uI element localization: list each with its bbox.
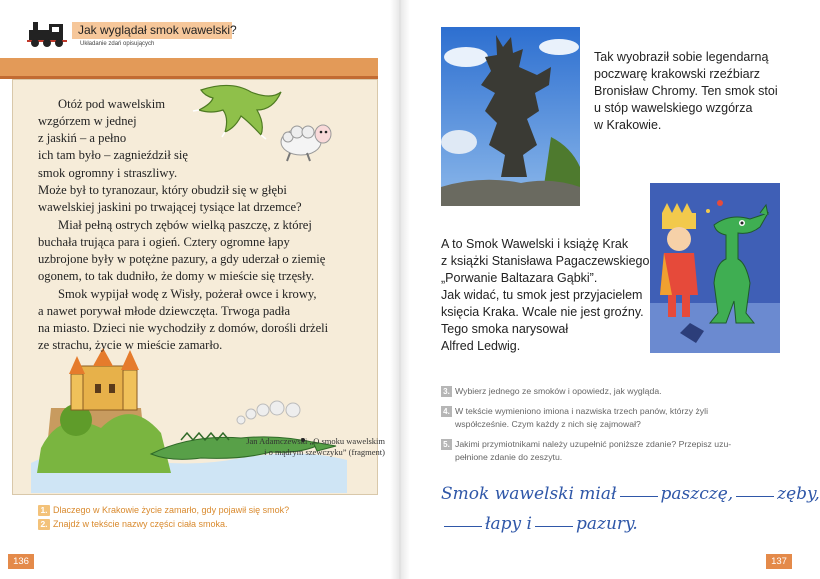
handwriting-text: zęby, [777,484,820,504]
story-line: ze strachu, życie w mieście zamarło. [38,338,223,352]
drawing-caption-line: Jak widać, tu smok jest przyjacielem [441,288,643,302]
story-line: wawelskiej jaskini po trwającej tysiące lat drzemce? [38,200,302,214]
question-number: 5. [441,439,452,450]
handwriting-blank [620,496,658,497]
page-title: Jak wyglądał smok wawelski? [78,23,237,37]
photo-caption-line: poczwarę krakowski rzeźbiarz [594,67,761,81]
handwriting-blank [444,526,482,527]
question-1 [38,505,289,516]
page-subtitle: Układanie zdań opisujących [80,41,155,47]
question-5-continued: pełnione zdanie do zeszytu. [455,452,563,462]
question-number: 2. [38,519,50,530]
question-5 [441,438,731,451]
handwriting-line-2 [441,514,638,534]
handwriting-text: paszczę, [660,484,734,504]
dragon-castle-illustration [31,348,347,493]
handwriting-text: pazury. [575,514,638,534]
question-text: Dlaczego w Krakowie życie zamarło, gdy pojawił się smok? [53,505,290,515]
handwriting-blank [535,526,573,527]
locomotive-icon [27,20,69,48]
question-number: 3. [441,386,452,397]
story-line: Miał pełną ostrych zębów wielką paszczę, z której [58,218,312,232]
question-text: Jakimi przymiotnikami należy uzupełnić poniższe zdanie? Przepisz uzu- [455,439,732,449]
question-3 [441,385,662,398]
left-page [0,0,398,579]
dragon-and-krak-drawing [650,183,780,353]
question-4-continued: współcześnie. Czym każdy z nich się zajmował? [455,419,641,429]
story-line: Może był to tyranozaur, który obudził się w głębi [38,183,287,197]
drawing-caption-line: księcia Kraka. Wcale nie jest groźny. [441,305,644,319]
photo-caption-line: Bronisław Chromy. Ten smok stoi [594,84,778,98]
story-line: a nawet porywał młode dziewczęta. Trwoga padła [38,304,291,318]
question-number: 1. [38,505,50,516]
story-line: Smok wypijał wodę z Wisły, pożerał owce i krowy, [58,287,317,301]
handwriting-line-1 [441,484,820,504]
handwriting-blank [736,496,774,497]
story-line: Otóż pod wawelskim [58,97,166,111]
story-line: wzgórzem w jednej [38,114,137,128]
question-text: W tekście wymieniono imiona i nazwiska trzech panów, którzy żyli [455,406,708,416]
story-line: uzbrojone były w potężne pazury, a gdy uderzał o ziemię [38,252,326,266]
story-line: buchała trująca para i ogień. Cztery ogromne łapy [38,235,290,249]
citation [205,436,385,458]
question-number: 4. [441,406,452,417]
drawing-caption-line: z książki Stanisława Pagaczewskiego [441,254,650,268]
question-text: Wybierz jednego ze smoków i opowiedz, jak wygląda. [455,386,662,396]
decorative-strip [0,58,378,76]
story-line: smok ogromny i straszliwy. [38,166,178,180]
drawing-caption-line: Tego smoka narysował [441,322,569,336]
book-gutter [390,0,410,579]
question-text: Znajdź w tekście nazwy części ciała smoka. [53,519,228,529]
page-number-right: 137 [766,554,792,569]
dragon-claw-illustration [191,80,286,140]
photo-caption-line: w Krakowie. [594,118,662,132]
drawing-caption-line: A to Smok Wawelski i książę Krak [441,237,629,251]
story-line: ich tam było – zagnieździł się [38,148,189,162]
story-line: z jaskiń – a pełno [38,131,127,145]
drawing-caption-line: „Porwanie Baltazara Gąbki”. [441,271,598,285]
story-line: na miasto. Dzieci nie wychodziły z domów, dorośli drżeli [38,321,329,335]
citation-line: i o mądrym szewczyku” (fragment) [264,447,385,457]
story-line: ogonem, to tak dudniło, że domy w mieście się trzęsły. [38,269,315,283]
photo-caption-line: Tak wyobraził sobie legendarną [594,50,769,64]
question-4 [441,405,708,418]
dragon-sculpture-photo [441,27,580,206]
page-number-left: 136 [8,554,34,569]
handwriting-text: łapy i [485,514,532,534]
photo-caption-line: u stóp wawelskiego wzgórza [594,101,753,115]
drawing-caption-line: Alfred Ledwig. [441,339,521,353]
question-2 [38,519,228,530]
handwriting-text: Smok wawelski miał [441,484,617,504]
citation-line: Jan Adamczewski „O smoku wawelskim [246,436,385,446]
sheep-illustration [275,120,335,162]
